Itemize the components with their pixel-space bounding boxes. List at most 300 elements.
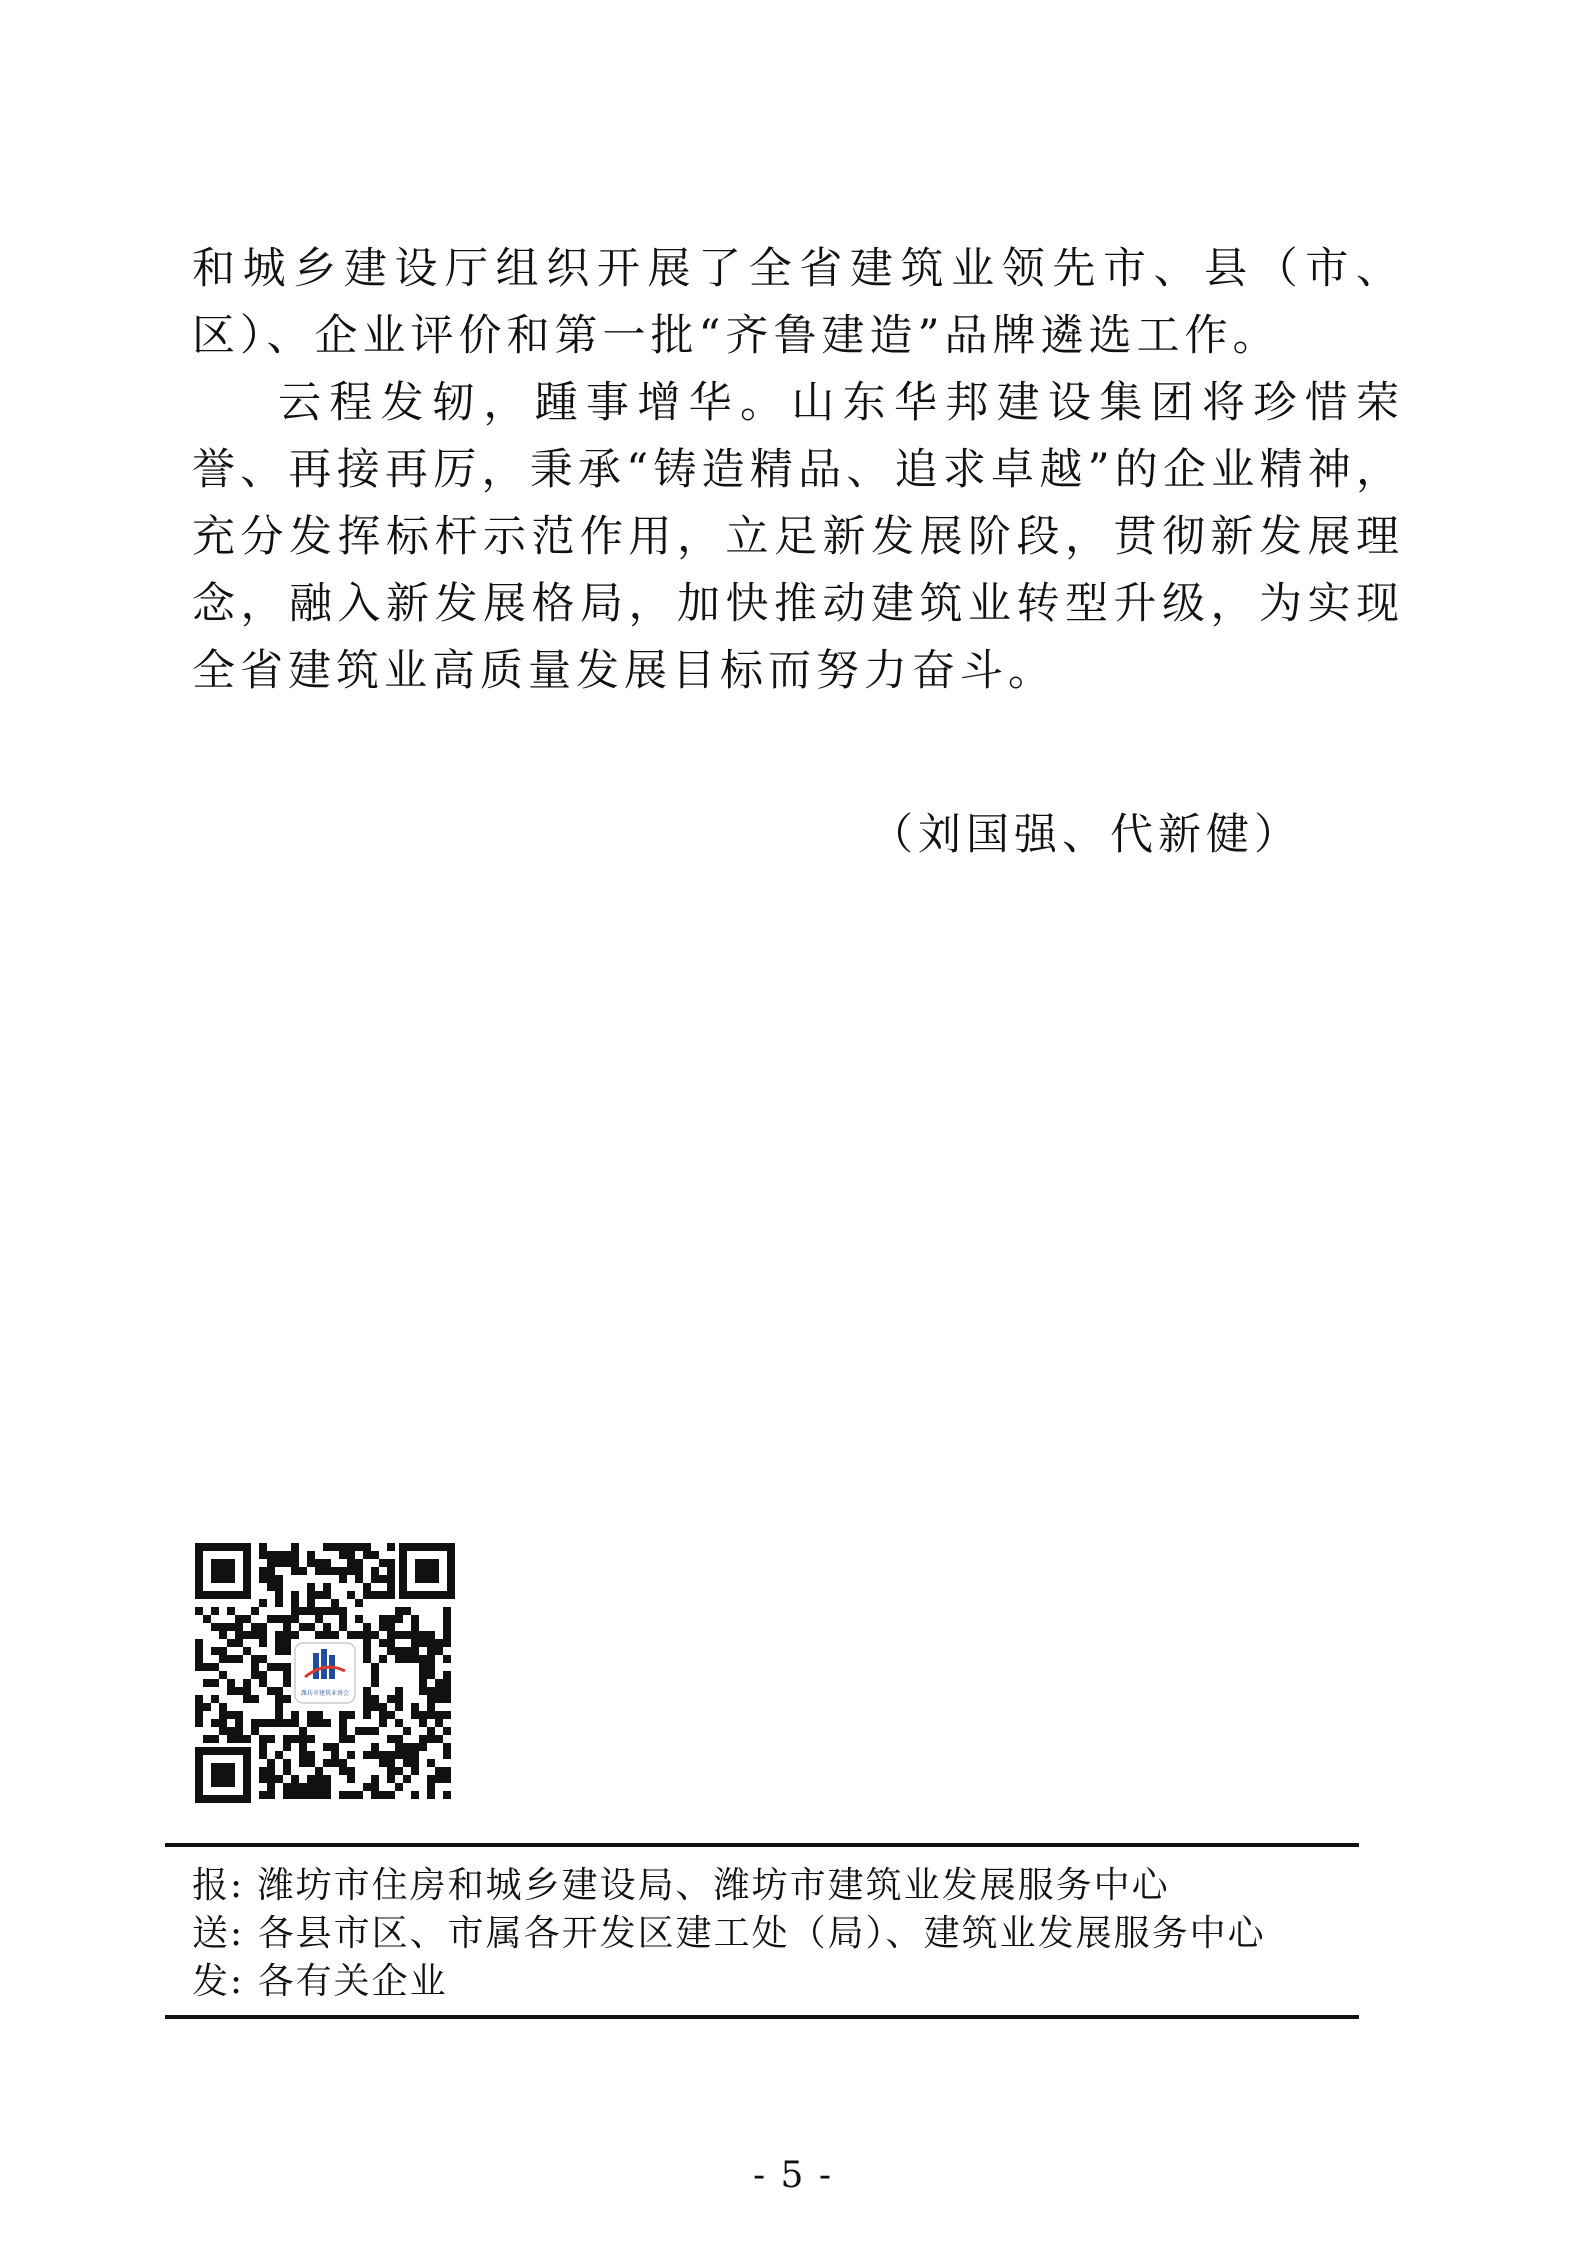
qr-module xyxy=(443,1727,451,1735)
qr-module xyxy=(395,1695,403,1703)
qr-module xyxy=(299,1759,307,1767)
qr-module xyxy=(267,1775,275,1783)
qr-module xyxy=(315,1791,323,1799)
qr-module xyxy=(291,1615,299,1623)
qr-module xyxy=(195,1663,203,1671)
qr-module xyxy=(427,1687,435,1695)
qr-module xyxy=(387,1543,395,1551)
qr-module xyxy=(443,1775,451,1783)
report-recipients: 潍坊市住房和城乡建设局、潍坊市建筑业发展服务中心 xyxy=(257,1865,1170,1906)
qr-module xyxy=(299,1791,307,1799)
qr-module xyxy=(259,1623,267,1631)
qr-module xyxy=(267,1719,275,1727)
qr-module xyxy=(403,1631,411,1639)
qr-module xyxy=(243,1615,251,1623)
qr-module xyxy=(259,1655,267,1663)
send-label: 送: xyxy=(192,1913,245,1954)
qr-module xyxy=(219,1719,227,1727)
qr-module xyxy=(395,1783,403,1791)
qr-module xyxy=(379,1655,387,1663)
qr-module xyxy=(435,1687,443,1695)
qr-module xyxy=(355,1599,363,1607)
qr-module xyxy=(299,1751,307,1759)
qr-module xyxy=(315,1559,323,1567)
qr-module xyxy=(379,1759,387,1767)
qr-module xyxy=(371,1575,379,1583)
qr-module xyxy=(259,1639,267,1647)
qr-module xyxy=(219,1631,227,1639)
qr-module xyxy=(235,1711,243,1719)
qr-module xyxy=(323,1783,331,1791)
qr-module xyxy=(339,1719,347,1727)
qr-module xyxy=(419,1711,427,1719)
qr-module xyxy=(419,1631,427,1639)
qr-module xyxy=(371,1791,379,1799)
qr-module xyxy=(299,1743,307,1751)
qr-module xyxy=(443,1687,451,1695)
qr-module xyxy=(339,1735,347,1743)
qr-module xyxy=(235,1735,243,1743)
qr-module xyxy=(363,1583,371,1591)
qr-module xyxy=(427,1711,435,1719)
qr-module xyxy=(243,1695,251,1703)
qr-module xyxy=(387,1583,395,1591)
qr-module xyxy=(291,1735,299,1743)
qr-module xyxy=(291,1711,299,1719)
qr-module xyxy=(211,1719,219,1727)
qr-module xyxy=(363,1655,371,1663)
qr-module xyxy=(243,1735,251,1743)
qr-module xyxy=(363,1751,371,1759)
qr-module xyxy=(387,1767,395,1775)
qr-module xyxy=(379,1639,387,1647)
qr-module xyxy=(411,1711,419,1719)
qr-module xyxy=(251,1671,259,1679)
qr-module xyxy=(251,1695,259,1703)
qr-module xyxy=(195,1639,203,1647)
qr-module xyxy=(275,1559,283,1567)
qr-module xyxy=(323,1623,331,1631)
qr-module xyxy=(419,1671,427,1679)
qr-module xyxy=(403,1607,411,1615)
qr-module xyxy=(211,1623,219,1631)
qr-module xyxy=(267,1575,275,1583)
qr-module xyxy=(403,1775,411,1783)
distribution-list xyxy=(192,1862,1266,2006)
qr-module xyxy=(411,1639,419,1647)
qr-module xyxy=(227,1711,235,1719)
qr-module xyxy=(435,1719,443,1727)
qr-module xyxy=(267,1791,275,1799)
qr-module xyxy=(411,1791,419,1799)
qr-module xyxy=(307,1719,315,1727)
qr-module xyxy=(371,1727,379,1735)
qr-module xyxy=(307,1791,315,1799)
qr-module xyxy=(275,1663,283,1671)
qr-module xyxy=(443,1751,451,1759)
qr-module xyxy=(251,1631,259,1639)
qr-module xyxy=(283,1639,291,1647)
qr-module xyxy=(355,1575,363,1583)
qr-module xyxy=(323,1631,331,1639)
qr-module xyxy=(267,1783,275,1791)
qr-module xyxy=(387,1751,395,1759)
qr-module xyxy=(443,1679,451,1687)
qr-module xyxy=(283,1791,291,1799)
qr-module xyxy=(395,1615,403,1623)
qr-module xyxy=(243,1647,251,1655)
qr-module xyxy=(347,1751,355,1759)
qr-module xyxy=(331,1607,339,1615)
qr-module xyxy=(371,1591,379,1599)
qr-module xyxy=(427,1759,435,1767)
qr-module xyxy=(203,1663,211,1671)
qr-module xyxy=(219,1727,227,1735)
qr-module xyxy=(435,1775,443,1783)
qr-module xyxy=(251,1655,259,1663)
qr-module xyxy=(211,1679,219,1687)
qr-module xyxy=(283,1631,291,1639)
qr-module xyxy=(259,1631,267,1639)
qr-module xyxy=(195,1647,203,1655)
qr-module xyxy=(267,1559,275,1567)
qr-module xyxy=(323,1591,331,1599)
qr-module xyxy=(363,1543,371,1551)
qr-module xyxy=(355,1615,363,1623)
qr-module xyxy=(387,1615,395,1623)
qr-module xyxy=(235,1727,243,1735)
qr-module xyxy=(235,1639,243,1647)
qr-module xyxy=(435,1647,443,1655)
qr-module xyxy=(259,1551,267,1559)
qr-module xyxy=(251,1719,259,1727)
qr-module xyxy=(291,1591,299,1599)
qr-module xyxy=(307,1551,315,1559)
qr-module xyxy=(347,1567,355,1575)
qr-module xyxy=(427,1671,435,1679)
qr-module xyxy=(323,1567,331,1575)
qr-module xyxy=(227,1727,235,1735)
qr-module xyxy=(275,1631,283,1639)
qr-module xyxy=(323,1791,331,1799)
qr-module xyxy=(347,1711,355,1719)
qr-module xyxy=(427,1631,435,1639)
qr-module xyxy=(299,1567,307,1575)
qr-module xyxy=(219,1703,227,1711)
qr-module xyxy=(227,1679,235,1687)
qr-module xyxy=(443,1639,451,1647)
qr-module xyxy=(363,1591,371,1599)
qr-module xyxy=(371,1695,379,1703)
qr-module xyxy=(411,1767,419,1775)
qr-module xyxy=(387,1591,395,1599)
qr-module xyxy=(363,1727,371,1735)
qr-module xyxy=(331,1567,339,1575)
qr-module xyxy=(379,1751,387,1759)
qr-module xyxy=(195,1695,203,1703)
qr-module xyxy=(259,1543,267,1551)
qr-module xyxy=(363,1783,371,1791)
qr-module xyxy=(435,1711,443,1719)
qr-module xyxy=(363,1623,371,1631)
qr-module xyxy=(275,1583,283,1591)
qr-module xyxy=(323,1559,331,1567)
qr-module xyxy=(379,1591,387,1599)
qr-module xyxy=(227,1687,235,1695)
qr-module xyxy=(275,1647,283,1655)
qr-module xyxy=(299,1727,307,1735)
qr-module xyxy=(291,1607,299,1615)
qr-module xyxy=(443,1671,451,1679)
qr-module xyxy=(395,1719,403,1727)
qr-module xyxy=(411,1751,419,1759)
qr-module xyxy=(291,1775,299,1783)
paragraph-2: 云程发轫，踵事增华。山东华邦建设集团将珍惜荣誉、再接再厉，秉承“铸造精品、追求卓越”的企业精神，充分发挥标杆示范作用，立足新发展阶段，贯彻新发展理念，融入新发展格局，加快推动建筑业转型升级，为实现全省建筑业高质量发展目标而努力奋斗。 xyxy=(192,378,1404,696)
qr-module xyxy=(443,1695,451,1703)
qr-module xyxy=(315,1615,323,1623)
qr-module xyxy=(387,1759,395,1767)
qr-module xyxy=(315,1607,323,1615)
qr-module xyxy=(283,1783,291,1791)
qr-module xyxy=(323,1775,331,1783)
qr-module xyxy=(291,1543,299,1551)
qr-module xyxy=(347,1791,355,1799)
qr-module xyxy=(427,1655,435,1663)
qr-module xyxy=(291,1783,299,1791)
qr-module xyxy=(275,1551,283,1559)
qr-module xyxy=(195,1655,203,1663)
qr-module xyxy=(267,1663,275,1671)
qr-module xyxy=(283,1623,291,1631)
qr-module xyxy=(315,1567,323,1575)
qr-module xyxy=(403,1743,411,1751)
qr-module xyxy=(419,1743,427,1751)
qr-module xyxy=(203,1735,211,1743)
qr-module xyxy=(259,1719,267,1727)
qr-module xyxy=(387,1647,395,1655)
qr-module xyxy=(267,1583,275,1591)
qr-module xyxy=(323,1719,331,1727)
qr-module xyxy=(403,1655,411,1663)
qr-module xyxy=(371,1783,379,1791)
qr-module xyxy=(435,1679,443,1687)
qr-module xyxy=(347,1735,355,1743)
qr-module xyxy=(411,1759,419,1767)
issue-row xyxy=(192,1958,1266,2006)
qr-module xyxy=(379,1575,387,1583)
qr-module xyxy=(403,1759,411,1767)
qr-module xyxy=(347,1551,355,1559)
qr-module xyxy=(443,1743,451,1751)
qr-module xyxy=(211,1695,219,1703)
qr-module xyxy=(427,1703,435,1711)
qr-module xyxy=(291,1567,299,1575)
qr-module xyxy=(235,1655,243,1663)
qr-module xyxy=(347,1559,355,1567)
qr-module xyxy=(339,1791,347,1799)
qr-module xyxy=(307,1783,315,1791)
qr-module xyxy=(427,1791,435,1799)
qr-module xyxy=(387,1623,395,1631)
qr-module xyxy=(211,1607,219,1615)
qr-module xyxy=(235,1623,243,1631)
qr-module xyxy=(275,1599,283,1607)
qr-module xyxy=(299,1783,307,1791)
qr-module xyxy=(195,1607,203,1615)
qr-module xyxy=(379,1623,387,1631)
qr-module xyxy=(283,1671,291,1679)
qr-module xyxy=(307,1759,315,1767)
qr-module xyxy=(371,1751,379,1759)
qr-module xyxy=(267,1735,275,1743)
qr-module xyxy=(259,1767,267,1775)
report-row xyxy=(192,1862,1266,1910)
qr-module xyxy=(323,1759,331,1767)
qr-module xyxy=(355,1631,363,1639)
qr-module xyxy=(211,1663,219,1671)
qr-module xyxy=(371,1671,379,1679)
qr-module xyxy=(291,1559,299,1567)
qr-module xyxy=(275,1575,283,1583)
qr-module xyxy=(291,1791,299,1799)
qr-code-icon xyxy=(195,1543,455,1803)
qr-module xyxy=(363,1631,371,1639)
qr-module xyxy=(227,1623,235,1631)
qr-module xyxy=(379,1559,387,1567)
qr-module xyxy=(283,1551,291,1559)
qr-module xyxy=(395,1767,403,1775)
qr-module xyxy=(355,1543,363,1551)
qr-module xyxy=(219,1623,227,1631)
qr-logo-icon xyxy=(295,1643,355,1703)
qr-module xyxy=(307,1751,315,1759)
qr-module xyxy=(283,1679,291,1687)
qr-module xyxy=(379,1719,387,1727)
qr-module xyxy=(339,1711,347,1719)
qr-module xyxy=(315,1711,323,1719)
qr-module xyxy=(379,1703,387,1711)
qr-module xyxy=(219,1647,227,1655)
qr-module xyxy=(427,1695,435,1703)
qr-module xyxy=(387,1639,395,1647)
qr-module xyxy=(307,1775,315,1783)
qr-module xyxy=(403,1727,411,1735)
qr-module xyxy=(195,1719,203,1727)
qr-module xyxy=(339,1759,347,1767)
qr-module xyxy=(331,1599,339,1607)
qr-module xyxy=(339,1543,347,1551)
qr-module xyxy=(395,1647,403,1655)
qr-module xyxy=(387,1567,395,1575)
qr-module xyxy=(283,1559,291,1567)
qr-module xyxy=(307,1583,315,1591)
qr-module xyxy=(203,1703,211,1711)
qr-module xyxy=(267,1551,275,1559)
qr-module xyxy=(315,1767,323,1775)
qr-module xyxy=(339,1727,347,1735)
qr-module xyxy=(443,1607,451,1615)
qr-module xyxy=(339,1615,347,1623)
qr-module xyxy=(371,1703,379,1711)
qr-module xyxy=(371,1567,379,1575)
qr-module xyxy=(251,1607,259,1615)
qr-module xyxy=(435,1695,443,1703)
qr-module xyxy=(419,1735,427,1743)
qr-module xyxy=(315,1719,323,1727)
qr-module xyxy=(371,1743,379,1751)
qr-module xyxy=(339,1575,347,1583)
qr-module xyxy=(395,1743,403,1751)
qr-module xyxy=(267,1567,275,1575)
qr-module xyxy=(443,1615,451,1623)
qr-module xyxy=(259,1791,267,1799)
qr-module xyxy=(275,1615,283,1623)
qr-module xyxy=(275,1695,283,1703)
qr-module xyxy=(275,1719,283,1727)
qr-module xyxy=(259,1671,267,1679)
qr-module xyxy=(283,1647,291,1655)
qr-module xyxy=(283,1767,291,1775)
qr-module xyxy=(243,1679,251,1687)
qr-module xyxy=(395,1607,403,1615)
qr-code-graphic xyxy=(195,1543,455,1803)
qr-module xyxy=(339,1607,347,1615)
qr-module xyxy=(443,1655,451,1663)
qr-module xyxy=(267,1759,275,1767)
qr-module xyxy=(419,1687,427,1695)
qr-module xyxy=(371,1679,379,1687)
qr-module xyxy=(251,1727,259,1735)
qr-module xyxy=(419,1679,427,1687)
qr-module xyxy=(395,1751,403,1759)
qr-module xyxy=(259,1743,267,1751)
qr-module xyxy=(347,1543,355,1551)
qr-module xyxy=(411,1623,419,1631)
qr-module xyxy=(227,1655,235,1663)
qr-module xyxy=(411,1703,419,1711)
qr-module xyxy=(251,1623,259,1631)
bottom-divider xyxy=(165,2015,1359,2019)
qr-module xyxy=(363,1647,371,1655)
qr-module xyxy=(443,1791,451,1799)
qr-module xyxy=(235,1719,243,1727)
qr-module xyxy=(275,1591,283,1599)
qr-module xyxy=(435,1639,443,1647)
qr-module xyxy=(283,1743,291,1751)
qr-module xyxy=(363,1695,371,1703)
qr-module xyxy=(235,1631,243,1639)
qr-module xyxy=(395,1687,403,1695)
qr-module xyxy=(339,1567,347,1575)
qr-module xyxy=(307,1735,315,1743)
body-text xyxy=(192,236,1404,705)
qr-module xyxy=(379,1615,387,1623)
qr-module xyxy=(291,1719,299,1727)
qr-module xyxy=(331,1543,339,1551)
qr-module xyxy=(275,1687,283,1695)
qr-module xyxy=(411,1655,419,1663)
qr-module xyxy=(419,1639,427,1647)
qr-module xyxy=(347,1767,355,1775)
qr-module xyxy=(339,1623,347,1631)
qr-module xyxy=(347,1631,355,1639)
qr-module xyxy=(387,1631,395,1639)
qr-module xyxy=(259,1599,267,1607)
qr-module xyxy=(219,1711,227,1719)
qr-module xyxy=(395,1735,403,1743)
qr-module xyxy=(331,1751,339,1759)
qr-module xyxy=(435,1735,443,1743)
